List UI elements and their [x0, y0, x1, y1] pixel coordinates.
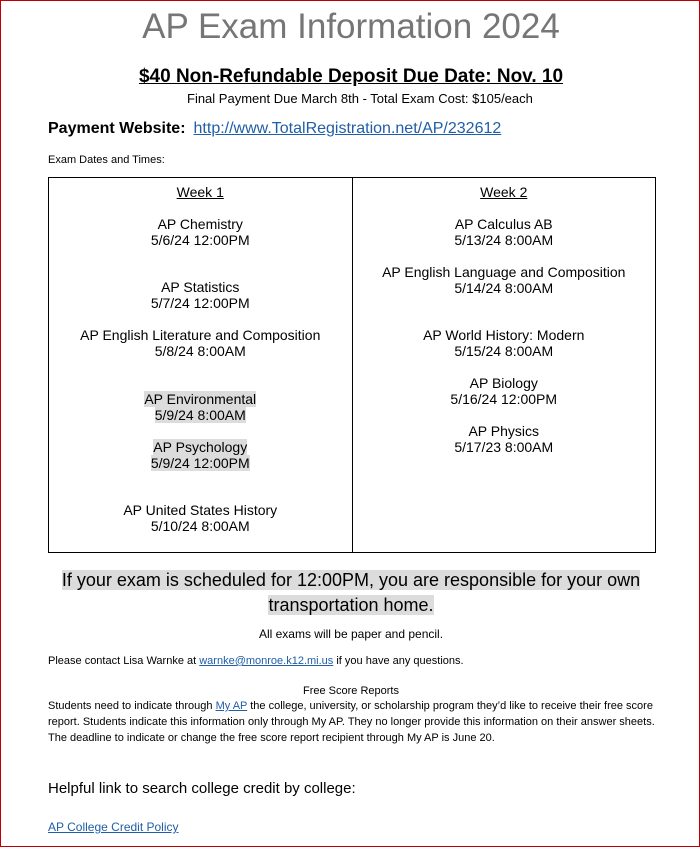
week1-heading-text: Week 1	[176, 184, 224, 200]
exam-entry	[353, 375, 656, 407]
free-score-paragraph	[48, 698, 663, 746]
contact-line	[48, 654, 464, 668]
deposit-deadline	[1, 65, 700, 89]
free-score-text-after: the college, university, or scholarship program they’d like to receive their free score report. Students indicate this information only through My AP. They no longer provide this information on their answer sheets. The deadline to indicate or change the free score report recipient through My AP is June 20.	[48, 700, 655, 744]
paper-pencil-note: All exams will be paper and pencil.	[258, 627, 444, 641]
exam-name: AP English Literature and Composition	[80, 327, 321, 343]
payment-website-link[interactable]: http://www.TotalRegistration.net/AP/232612	[193, 120, 502, 137]
week1-heading	[49, 184, 352, 200]
exam-entry	[353, 327, 656, 359]
exam-entry	[353, 264, 656, 296]
exam-name: AP Chemistry	[157, 216, 243, 232]
payment-website-label: Payment Website:	[48, 120, 186, 137]
exam-date: 5/14/24 8:00AM	[454, 280, 554, 296]
final-payment-note: Final Payment Due March 8th - Total Exam Cost: $105/each	[187, 91, 533, 106]
week1-column	[49, 178, 353, 553]
exam-date: 5/9/24 8:00AM	[154, 407, 246, 423]
credit-policy-link[interactable]: AP College Credit Policy	[48, 820, 179, 834]
exam-name: AP United States History	[123, 502, 278, 518]
exam-entry	[353, 423, 656, 455]
exam-name: AP Statistics	[161, 279, 240, 295]
exam-date: 5/16/24 12:00PM	[450, 391, 558, 407]
transportation-notice-text: If your exam is scheduled for 12:00PM, you are responsible for your own transportation home.	[61, 570, 641, 615]
exam-name: AP Calculus AB	[454, 216, 553, 232]
helpful-link-text: Helpful link to search college credit by college:	[48, 780, 356, 797]
credit-policy-line	[48, 819, 179, 835]
exam-entry	[49, 279, 352, 311]
exam-name: AP Psychology	[153, 439, 248, 455]
exam-dates-label: Exam Dates and Times:	[48, 154, 165, 166]
exam-name: AP World History: Modern	[423, 327, 585, 343]
exam-schedule-table	[48, 177, 656, 553]
exam-date: 5/15/24 8:00AM	[454, 343, 554, 359]
exam-date: 5/10/24 8:00AM	[150, 518, 250, 534]
page-title: AP Exam Information 2024	[142, 7, 560, 46]
transportation-notice	[41, 568, 661, 618]
free-score-title: Free Score Reports	[303, 685, 399, 697]
exam-name: AP Physics	[468, 423, 540, 439]
free-score-text-before: Students need to indicate through	[48, 700, 213, 712]
exam-name: AP Environmental	[144, 391, 257, 407]
contact-email-link[interactable]: warnke@monroe.k12.mi.us	[199, 655, 334, 667]
exam-entry	[49, 327, 352, 359]
payment-website-line	[48, 119, 501, 139]
exam-date: 5/7/24 12:00PM	[150, 295, 250, 311]
exam-entry	[353, 216, 656, 248]
exam-entry	[49, 439, 352, 471]
week2-heading	[353, 184, 656, 200]
contact-text-before: Please contact Lisa Warnke at	[48, 655, 197, 667]
exam-date: 5/8/24 8:00AM	[154, 343, 246, 359]
exam-entry	[49, 502, 352, 534]
exam-name: AP Biology	[469, 375, 538, 391]
exam-date: 5/17/23 8:00AM	[454, 439, 554, 455]
week2-column	[352, 178, 656, 553]
exam-date: 5/9/24 12:00PM	[150, 455, 250, 471]
deposit-deadline-text: $40 Non-Refundable Deposit Due Date: Nov. 10	[138, 66, 564, 87]
week2-heading-text: Week 2	[480, 184, 528, 200]
exam-date: 5/13/24 8:00AM	[454, 232, 554, 248]
exam-name: AP English Language and Composition	[382, 264, 626, 280]
my-ap-link[interactable]: My AP	[215, 700, 248, 712]
exam-date: 5/6/24 12:00PM	[150, 232, 250, 248]
contact-text-after: if you have any questions.	[336, 655, 464, 667]
exam-entry	[49, 216, 352, 248]
exam-entry	[49, 391, 352, 423]
